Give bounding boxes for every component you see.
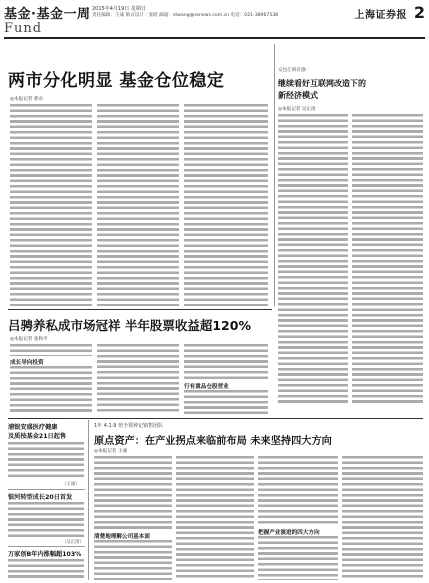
page-number: 2 — [413, 3, 425, 22]
second-subhead-1: 成长导向投资 — [10, 360, 44, 366]
lower-divider — [8, 418, 423, 419]
second-article-column-3a — [184, 344, 268, 380]
brief-1-body — [8, 442, 84, 480]
briefs-divider — [88, 420, 89, 580]
main-headline: 两市分化明显 基金仓位稳定 — [8, 71, 225, 91]
feature-subhead-1: 清楚地理解公司基本面 — [94, 534, 150, 540]
feature-subhead-2: 把握产业演进的四大方向 — [258, 530, 320, 536]
second-byline: ◎本报记者 张和平 — [10, 337, 48, 342]
feature-column-2 — [176, 456, 254, 580]
feature-column-1a — [94, 456, 172, 530]
sidebar-column-2 — [352, 114, 423, 404]
feature-byline: ◎本报记者 王诚 — [94, 449, 128, 454]
column-divider — [274, 44, 275, 306]
section-subtitle: Fund — [4, 21, 43, 36]
brief-3-headline: 万家创B年内涨幅超103% — [8, 551, 82, 558]
second-article-column-2 — [97, 344, 179, 414]
brief-2-headline: 银河转型成长20日首发 — [8, 494, 73, 501]
second-headline: 吕骋养私成市场冠祥 半年股票收益超120% — [8, 318, 251, 333]
feature-column-3b — [258, 536, 338, 580]
main-byline: ◎本报记者 郭卓 — [10, 97, 44, 102]
second-article-column-1 — [10, 366, 92, 414]
feature-kicker: 1年 4.1.9 倍全领钟记销售团队 — [94, 423, 164, 429]
brief-2-body — [8, 502, 84, 538]
section-divider — [8, 309, 272, 310]
main-article-column-3 — [184, 104, 268, 306]
brief-separator — [8, 546, 85, 547]
issue-date: 2015年4月19日 星期日 — [92, 6, 146, 12]
brief-2-author: （吴正清） — [62, 540, 84, 545]
editor-contact: 责任编辑：王诚 版式设计：张皓 邮箱：stwang@ssnews.com.cn 电话：021-38967538 — [92, 13, 279, 18]
sidebar-headline-line1: 继续看好互联网改造下的 — [278, 79, 366, 88]
newspaper-name: 上海证券报 — [354, 10, 407, 21]
sidebar-column-1 — [278, 114, 348, 404]
sidebar-headline-line2: 新经济模式 — [278, 91, 318, 100]
brief-1-headline-line2: 及质按基金21日起售 — [8, 433, 67, 440]
second-article-intro — [10, 344, 92, 356]
main-article-column-2 — [97, 104, 179, 306]
main-article-column-1 — [10, 104, 92, 306]
brief-1-headline-line1: 浦银安盛医疗健康 — [8, 424, 58, 431]
brief-3-body — [8, 559, 84, 579]
brief-separator — [8, 489, 85, 490]
masthead-rule — [4, 37, 425, 39]
section-title: 基金·基金一周 — [4, 7, 91, 22]
sidebar-kicker: 众包汇研有感： — [278, 68, 311, 73]
second-article-column-3b — [184, 390, 268, 414]
brief-1-author: （王诚） — [62, 482, 80, 487]
feature-column-1b — [94, 540, 172, 580]
feature-headline: 原点资产：在产业拐点来临前布局 未来坚持四大方向 — [94, 436, 332, 447]
second-subhead-2: 行有重品仓股营业 — [184, 384, 229, 390]
feature-column-3a — [258, 456, 338, 526]
sidebar-byline: ◎本报记者 吴正清 — [278, 107, 316, 112]
feature-column-4 — [342, 456, 423, 580]
